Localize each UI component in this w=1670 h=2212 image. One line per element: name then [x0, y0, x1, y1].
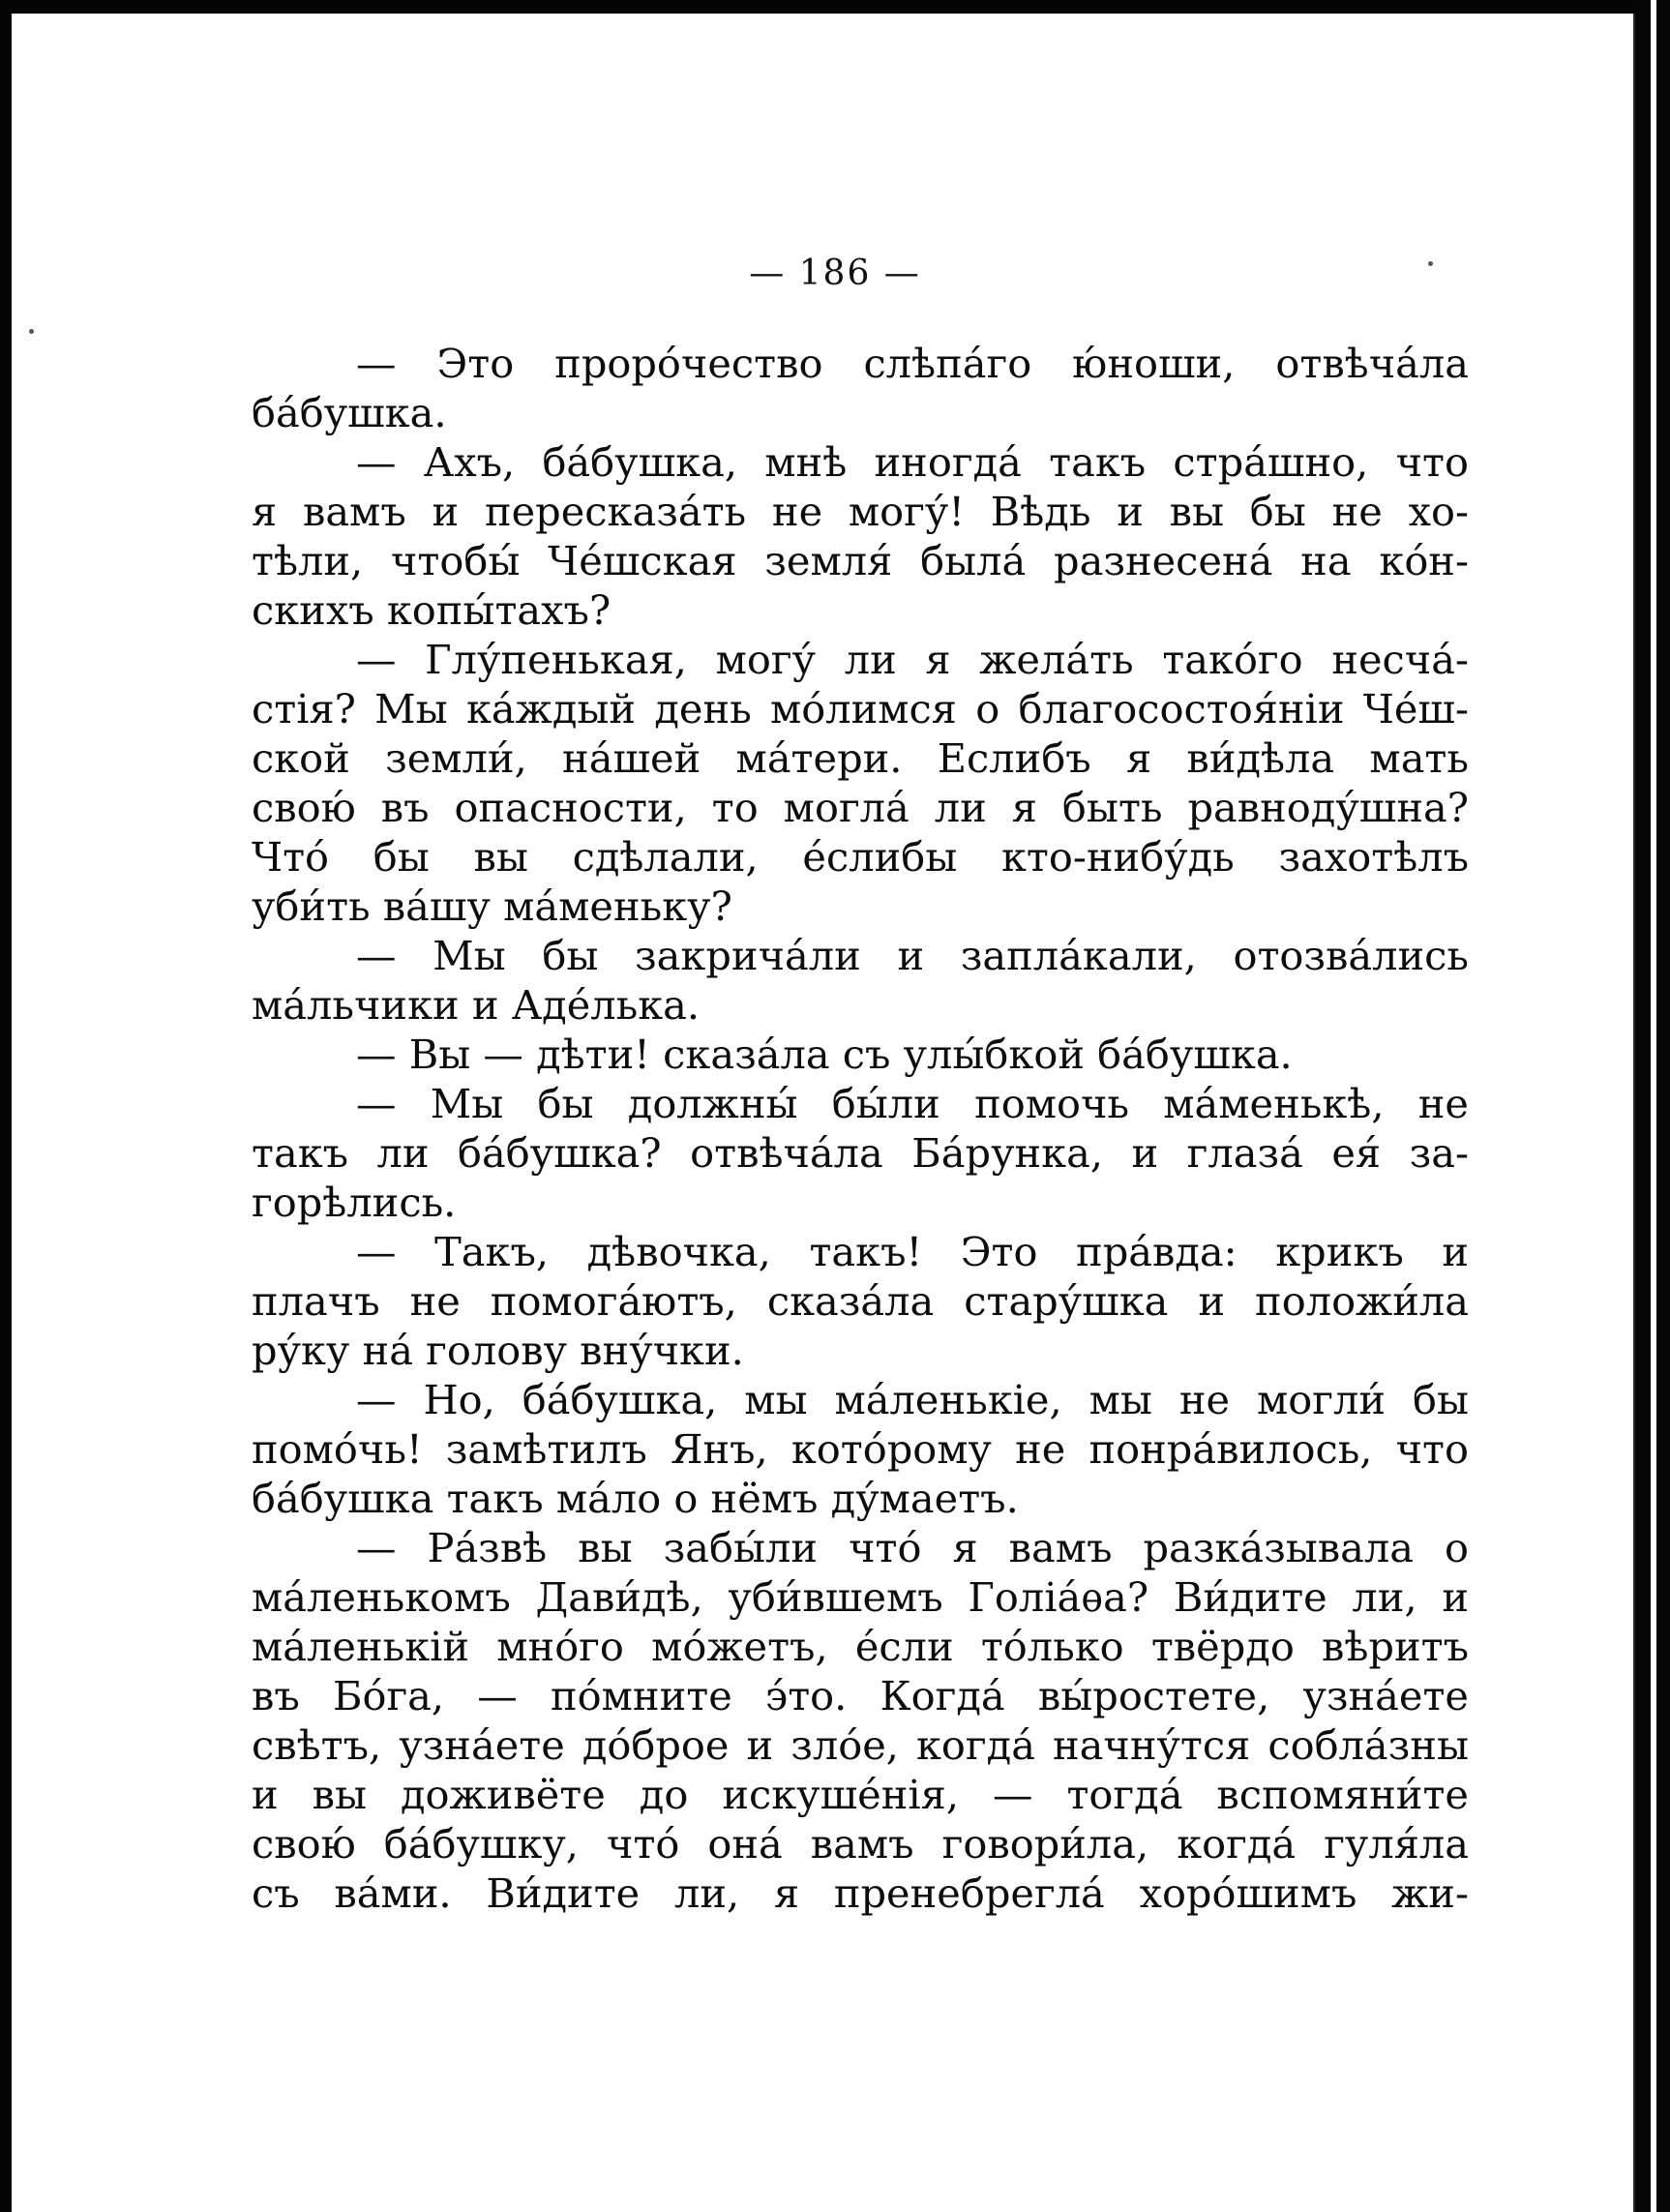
scan-speck	[29, 329, 34, 334]
text-line: — Это проро́чество слѣпа́го ю́ноши, отвѣча́ла	[356, 340, 1469, 387]
text-line: я вамъ и пересказа́ть не могу́! Вѣдь и вы бы не хо-	[252, 488, 1469, 535]
text-line: — Вы — дѣти! сказа́ла съ улы́бкой ба́бушка.	[356, 1031, 1293, 1078]
text-line: ба́бушка.	[252, 389, 447, 436]
text-line: — Мы бы должны́ бы́ли помочь ма́менькѣ, не	[356, 1080, 1469, 1127]
text-line: — Мы бы закрича́ли и запла́кали, отозва́лись	[356, 932, 1469, 979]
page-number: — 186 —	[749, 254, 921, 293]
text-line: съ ва́ми. Ви́дите ли, я пренебрегла́ хоро́шимъ жи-	[252, 1869, 1469, 1917]
page-edge-line	[1633, 14, 1635, 2212]
page-body-text	[252, 339, 1469, 1918]
text-line: стія? Мы ка́ждый день мо́лимся о благосостоя́ніи Че́ш-	[252, 685, 1469, 732]
text-line: помо́чь! замѣтилъ Янъ, кото́рому не понра́вилось, что	[252, 1425, 1469, 1473]
text-line: — Такъ, дѣвочка, такъ! Это пра́вда: крикъ и	[356, 1228, 1469, 1275]
text-line: свою́ ба́бушку, что́ она́ вамъ говори́ла, когда́ гуля́ла	[252, 1820, 1469, 1868]
text-line: ма́ленькомъ Дави́дѣ, уби́вшемъ Голіа́ѳа? Ви́дите ли, и	[252, 1573, 1469, 1621]
text-line: ба́бушка такъ ма́ло о нёмъ ду́маетъ.	[252, 1475, 1019, 1522]
text-line: — Глу́пенькая, могу́ ли я жела́ть тако́го несча́-	[356, 636, 1469, 683]
text-line: тѣли, чтобы́ Че́шская земля́ была́ разнесена́ на ко́н-	[252, 537, 1469, 584]
scan-right-edge-gap	[1651, 0, 1656, 2212]
text-line: свою́ въ опасности, то могла́ ли я быть равноду́шна?	[252, 784, 1469, 831]
text-line: въ Бо́га, — по́мните э́то. Когда́ вы́ростете, узна́ете	[252, 1672, 1469, 1719]
text-line: и вы доживёте до искуше́нія, — тогда́ вспомяни́те	[252, 1771, 1469, 1818]
text-line: — Но, ба́бушка, мы ма́ленькіе, мы не могли́ бы	[356, 1376, 1469, 1423]
text-line: свѣтъ, узна́ете до́брое и зло́е, когда́ начну́тся собла́зны	[252, 1721, 1469, 1769]
text-line: ма́ленькій мно́го мо́жетъ, е́сли то́лько твёрдо вѣритъ	[252, 1623, 1469, 1670]
text-line: горѣлись.	[252, 1179, 457, 1226]
scan-right-edge	[1635, 0, 1670, 2212]
text-line: скихъ копы́тахъ?	[252, 586, 611, 634]
text-line: — Ра́звѣ вы забы́ли что́ я вамъ разка́зывала о	[356, 1524, 1469, 1571]
text-line: Что́ бы вы сдѣлали, е́слибы кто-нибу́дь захотѣлъ	[252, 833, 1469, 881]
text-line: ской земли́, на́шей ма́тери. Еслибъ я ви́дѣла мать	[252, 734, 1469, 782]
text-line: ру́ку на́ голову вну́чки.	[252, 1327, 744, 1374]
text-line: такъ ли ба́бушка? отвѣча́ла Ба́рунка, и глаза́ ея́ за-	[252, 1129, 1469, 1177]
text-line: уби́ть ва́шу ма́меньку?	[252, 882, 732, 930]
text-line: — Ахъ, ба́бушка, мнѣ иногда́ такъ стра́шно, что	[356, 438, 1469, 486]
text-line: плачъ не помога́ютъ, сказа́ла стару́шка и положи́ла	[252, 1277, 1469, 1325]
text-line: ма́льчики и Аде́лька.	[252, 981, 701, 1029]
